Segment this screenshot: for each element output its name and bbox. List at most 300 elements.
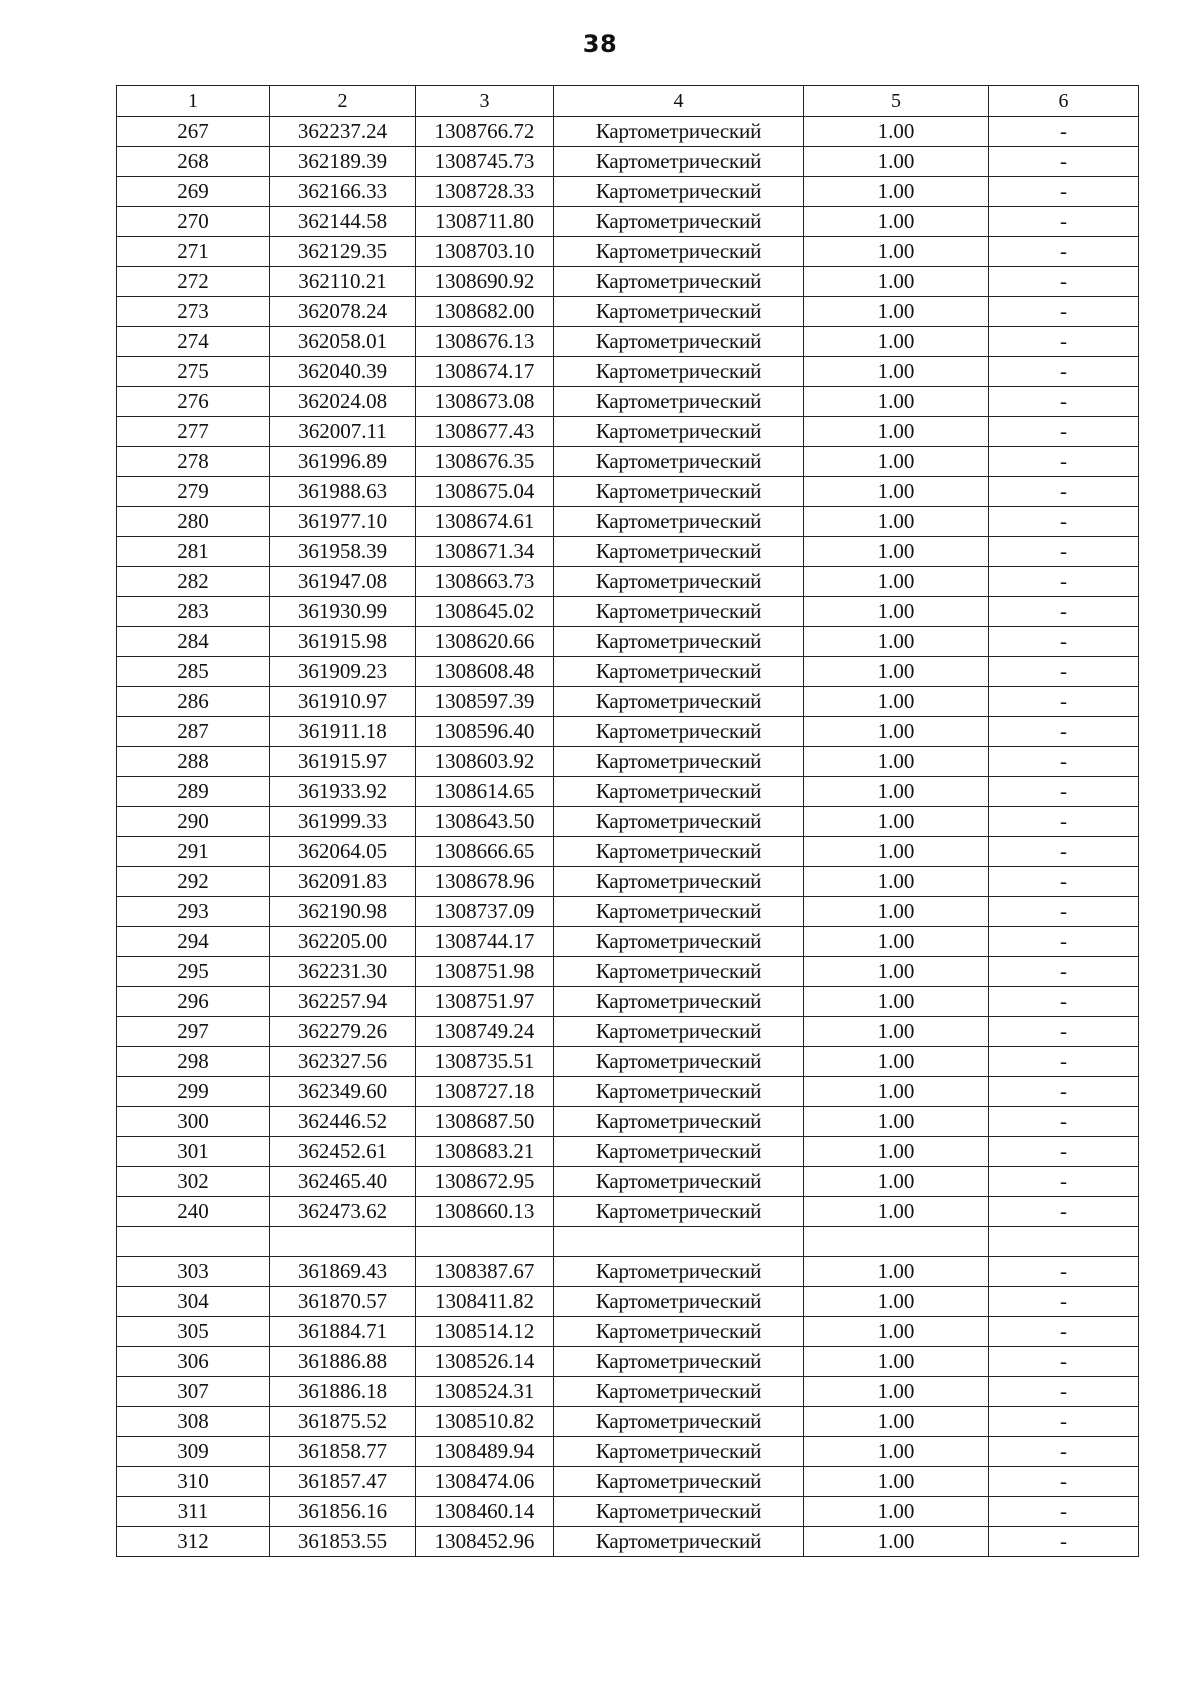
accuracy-cell: 1.00	[804, 627, 989, 657]
method-cell: Картометрический	[554, 387, 804, 417]
method-cell: Картометрический	[554, 177, 804, 207]
accuracy-cell: 1.00	[804, 447, 989, 477]
method-cell: Картометрический	[554, 897, 804, 927]
table-row	[117, 717, 1139, 747]
point-number-cell: 292	[117, 867, 270, 897]
table-row	[117, 747, 1139, 777]
x-coordinate-cell: 362446.52	[270, 1107, 416, 1137]
accuracy-cell: 1.00	[804, 567, 989, 597]
y-coordinate-cell: 1308645.02	[416, 597, 554, 627]
table-row	[117, 1497, 1139, 1527]
method-cell: Картометрический	[554, 957, 804, 987]
description-cell: -	[989, 1197, 1139, 1227]
x-coordinate-cell: 362040.39	[270, 357, 416, 387]
point-number-cell: 301	[117, 1137, 270, 1167]
y-coordinate-cell: 1308524.31	[416, 1377, 554, 1407]
y-coordinate-cell: 1308687.50	[416, 1107, 554, 1137]
point-number-cell: 240	[117, 1197, 270, 1227]
x-coordinate-cell: 361886.88	[270, 1347, 416, 1377]
description-cell: -	[989, 1287, 1139, 1317]
x-coordinate-cell: 362058.01	[270, 327, 416, 357]
method-cell: Картометрический	[554, 687, 804, 717]
method-cell: Картометрический	[554, 1107, 804, 1137]
x-coordinate-cell: 362064.05	[270, 837, 416, 867]
x-coordinate-cell: 361996.89	[270, 447, 416, 477]
y-coordinate-cell: 1308643.50	[416, 807, 554, 837]
method-cell: Картометрический	[554, 357, 804, 387]
point-number-cell	[117, 1227, 270, 1257]
table-row	[117, 1107, 1139, 1137]
method-cell: Картометрический	[554, 1137, 804, 1167]
point-number-cell: 289	[117, 777, 270, 807]
x-coordinate-cell: 361856.16	[270, 1497, 416, 1527]
method-cell: Картометрический	[554, 1167, 804, 1197]
accuracy-cell: 1.00	[804, 417, 989, 447]
y-coordinate-cell: 1308745.73	[416, 147, 554, 177]
table-row	[117, 507, 1139, 537]
column-header: 4	[554, 86, 804, 117]
point-number-cell: 278	[117, 447, 270, 477]
description-cell: -	[989, 837, 1139, 867]
method-cell: Картометрический	[554, 477, 804, 507]
y-coordinate-cell: 1308608.48	[416, 657, 554, 687]
description-cell: -	[989, 567, 1139, 597]
description-cell: -	[989, 1137, 1139, 1167]
point-number-cell: 310	[117, 1467, 270, 1497]
y-coordinate-cell	[416, 1227, 554, 1257]
y-coordinate-cell: 1308690.92	[416, 267, 554, 297]
point-number-cell: 298	[117, 1047, 270, 1077]
table-row	[117, 147, 1139, 177]
method-cell: Картометрический	[554, 747, 804, 777]
accuracy-cell: 1.00	[804, 687, 989, 717]
table-row	[117, 1377, 1139, 1407]
table-row	[117, 357, 1139, 387]
description-cell: -	[989, 1377, 1139, 1407]
method-cell: Картометрический	[554, 927, 804, 957]
table-row	[117, 897, 1139, 927]
y-coordinate-cell: 1308676.13	[416, 327, 554, 357]
y-coordinate-cell: 1308452.96	[416, 1527, 554, 1557]
description-cell: -	[989, 297, 1139, 327]
description-cell	[989, 1227, 1139, 1257]
point-number-cell: 295	[117, 957, 270, 987]
point-number-cell: 312	[117, 1527, 270, 1557]
table-row	[117, 597, 1139, 627]
x-coordinate-cell: 361869.43	[270, 1257, 416, 1287]
x-coordinate-cell: 362078.24	[270, 297, 416, 327]
y-coordinate-cell: 1308737.09	[416, 897, 554, 927]
y-coordinate-cell: 1308674.17	[416, 357, 554, 387]
description-cell: -	[989, 657, 1139, 687]
point-number-cell: 269	[117, 177, 270, 207]
table-row	[117, 267, 1139, 297]
method-cell: Картометрический	[554, 837, 804, 867]
y-coordinate-cell: 1308666.65	[416, 837, 554, 867]
accuracy-cell: 1.00	[804, 327, 989, 357]
y-coordinate-cell: 1308744.17	[416, 927, 554, 957]
x-coordinate-cell: 361884.71	[270, 1317, 416, 1347]
y-coordinate-cell: 1308660.13	[416, 1197, 554, 1227]
description-cell: -	[989, 987, 1139, 1017]
table-row	[117, 117, 1139, 147]
description-cell: -	[989, 1347, 1139, 1377]
method-cell	[554, 1227, 804, 1257]
method-cell: Картометрический	[554, 1497, 804, 1527]
y-coordinate-cell: 1308735.51	[416, 1047, 554, 1077]
x-coordinate-cell: 362473.62	[270, 1197, 416, 1227]
y-coordinate-cell: 1308683.21	[416, 1137, 554, 1167]
accuracy-cell: 1.00	[804, 117, 989, 147]
y-coordinate-cell: 1308703.10	[416, 237, 554, 267]
table-row	[117, 867, 1139, 897]
accuracy-cell: 1.00	[804, 1287, 989, 1317]
method-cell: Картометрический	[554, 1287, 804, 1317]
description-cell: -	[989, 417, 1139, 447]
point-number-cell: 286	[117, 687, 270, 717]
x-coordinate-cell: 362166.33	[270, 177, 416, 207]
description-cell: -	[989, 807, 1139, 837]
x-coordinate-cell: 362007.11	[270, 417, 416, 447]
method-cell: Картометрический	[554, 1377, 804, 1407]
method-cell: Картометрический	[554, 1347, 804, 1377]
point-number-cell: 294	[117, 927, 270, 957]
table-row	[117, 1527, 1139, 1557]
x-coordinate-cell: 361930.99	[270, 597, 416, 627]
table-row	[117, 537, 1139, 567]
point-number-cell: 279	[117, 477, 270, 507]
table-row	[117, 447, 1139, 477]
y-coordinate-cell: 1308728.33	[416, 177, 554, 207]
y-coordinate-cell: 1308510.82	[416, 1407, 554, 1437]
point-number-cell: 302	[117, 1167, 270, 1197]
method-cell: Картометрический	[554, 117, 804, 147]
table-row	[117, 297, 1139, 327]
x-coordinate-cell: 361947.08	[270, 567, 416, 597]
x-coordinate-cell: 361886.18	[270, 1377, 416, 1407]
y-coordinate-cell: 1308603.92	[416, 747, 554, 777]
method-cell: Картометрический	[554, 717, 804, 747]
x-coordinate-cell: 361910.97	[270, 687, 416, 717]
point-number-cell: 268	[117, 147, 270, 177]
table-row	[117, 1317, 1139, 1347]
point-number-cell: 299	[117, 1077, 270, 1107]
method-cell: Картометрический	[554, 657, 804, 687]
y-coordinate-cell: 1308671.34	[416, 537, 554, 567]
x-coordinate-cell: 361857.47	[270, 1467, 416, 1497]
page-number: 38	[582, 30, 618, 58]
accuracy-cell	[804, 1227, 989, 1257]
x-coordinate-cell: 362257.94	[270, 987, 416, 1017]
x-coordinate-cell: 361958.39	[270, 537, 416, 567]
description-cell: -	[989, 357, 1139, 387]
method-cell: Картометрический	[554, 447, 804, 477]
table-row	[117, 207, 1139, 237]
x-coordinate-cell: 362465.40	[270, 1167, 416, 1197]
description-cell: -	[989, 1107, 1139, 1137]
y-coordinate-cell: 1308673.08	[416, 387, 554, 417]
point-number-cell: 293	[117, 897, 270, 927]
table-row	[117, 1047, 1139, 1077]
accuracy-cell: 1.00	[804, 1527, 989, 1557]
x-coordinate-cell: 361988.63	[270, 477, 416, 507]
description-cell: -	[989, 267, 1139, 297]
description-cell: -	[989, 717, 1139, 747]
description-cell: -	[989, 237, 1139, 267]
table-row	[117, 657, 1139, 687]
y-coordinate-cell: 1308614.65	[416, 777, 554, 807]
point-number-cell: 309	[117, 1437, 270, 1467]
x-coordinate-cell: 361915.98	[270, 627, 416, 657]
accuracy-cell: 1.00	[804, 1197, 989, 1227]
y-coordinate-cell: 1308474.06	[416, 1467, 554, 1497]
table-row	[117, 927, 1139, 957]
table-row	[117, 237, 1139, 267]
x-coordinate-cell: 362237.24	[270, 117, 416, 147]
x-coordinate-cell: 362189.39	[270, 147, 416, 177]
table-row	[117, 1017, 1139, 1047]
accuracy-cell: 1.00	[804, 267, 989, 297]
accuracy-cell: 1.00	[804, 1137, 989, 1167]
accuracy-cell: 1.00	[804, 747, 989, 777]
description-cell: -	[989, 327, 1139, 357]
description-cell: -	[989, 897, 1139, 927]
table-row	[117, 1137, 1139, 1167]
description-cell: -	[989, 927, 1139, 957]
point-number-cell: 277	[117, 417, 270, 447]
accuracy-cell: 1.00	[804, 1257, 989, 1287]
table-row	[117, 1437, 1139, 1467]
x-coordinate-cell: 362452.61	[270, 1137, 416, 1167]
column-header: 3	[416, 86, 554, 117]
x-coordinate-cell: 362327.56	[270, 1047, 416, 1077]
method-cell: Картометрический	[554, 537, 804, 567]
table-body	[117, 117, 1139, 1557]
table-row	[117, 177, 1139, 207]
accuracy-cell: 1.00	[804, 957, 989, 987]
table-row	[117, 1227, 1139, 1257]
point-number-cell: 305	[117, 1317, 270, 1347]
table-row	[117, 837, 1139, 867]
accuracy-cell: 1.00	[804, 597, 989, 627]
table-row	[117, 1467, 1139, 1497]
x-coordinate-cell: 361977.10	[270, 507, 416, 537]
description-cell: -	[989, 867, 1139, 897]
description-cell: -	[989, 687, 1139, 717]
column-header: 2	[270, 86, 416, 117]
column-header: 1	[117, 86, 270, 117]
y-coordinate-cell: 1308672.95	[416, 1167, 554, 1197]
y-coordinate-cell: 1308749.24	[416, 1017, 554, 1047]
y-coordinate-cell: 1308597.39	[416, 687, 554, 717]
point-number-cell: 308	[117, 1407, 270, 1437]
x-coordinate-cell: 362190.98	[270, 897, 416, 927]
x-coordinate-cell: 362110.21	[270, 267, 416, 297]
accuracy-cell: 1.00	[804, 837, 989, 867]
accuracy-cell: 1.00	[804, 927, 989, 957]
description-cell: -	[989, 1077, 1139, 1107]
method-cell: Картометрический	[554, 1257, 804, 1287]
method-cell: Картометрический	[554, 777, 804, 807]
method-cell: Картометрический	[554, 1077, 804, 1107]
table-row	[117, 987, 1139, 1017]
accuracy-cell: 1.00	[804, 387, 989, 417]
description-cell: -	[989, 1317, 1139, 1347]
method-cell: Картометрический	[554, 867, 804, 897]
point-number-cell: 307	[117, 1377, 270, 1407]
point-number-cell: 297	[117, 1017, 270, 1047]
method-cell: Картометрический	[554, 1467, 804, 1497]
x-coordinate-cell: 361858.77	[270, 1437, 416, 1467]
point-number-cell: 276	[117, 387, 270, 417]
description-cell: -	[989, 777, 1139, 807]
accuracy-cell: 1.00	[804, 897, 989, 927]
method-cell: Картометрический	[554, 627, 804, 657]
y-coordinate-cell: 1308727.18	[416, 1077, 554, 1107]
description-cell: -	[989, 1437, 1139, 1467]
method-cell: Картометрический	[554, 567, 804, 597]
accuracy-cell: 1.00	[804, 1077, 989, 1107]
y-coordinate-cell: 1308711.80	[416, 207, 554, 237]
y-coordinate-cell: 1308677.43	[416, 417, 554, 447]
point-number-cell: 285	[117, 657, 270, 687]
accuracy-cell: 1.00	[804, 657, 989, 687]
point-number-cell: 274	[117, 327, 270, 357]
accuracy-cell: 1.00	[804, 867, 989, 897]
method-cell: Картометрический	[554, 207, 804, 237]
x-coordinate-cell: 362129.35	[270, 237, 416, 267]
accuracy-cell: 1.00	[804, 987, 989, 1017]
table-row	[117, 807, 1139, 837]
point-number-cell: 288	[117, 747, 270, 777]
column-header: 5	[804, 86, 989, 117]
point-number-cell: 287	[117, 717, 270, 747]
accuracy-cell: 1.00	[804, 177, 989, 207]
method-cell: Картометрический	[554, 987, 804, 1017]
description-cell: -	[989, 507, 1139, 537]
table-row	[117, 1407, 1139, 1437]
x-coordinate-cell: 362205.00	[270, 927, 416, 957]
x-coordinate-cell: 361853.55	[270, 1527, 416, 1557]
method-cell: Картометрический	[554, 417, 804, 447]
table-header	[117, 86, 1139, 117]
accuracy-cell: 1.00	[804, 537, 989, 567]
accuracy-cell: 1.00	[804, 807, 989, 837]
y-coordinate-cell: 1308674.61	[416, 507, 554, 537]
accuracy-cell: 1.00	[804, 207, 989, 237]
y-coordinate-cell: 1308678.96	[416, 867, 554, 897]
description-cell: -	[989, 537, 1139, 567]
accuracy-cell: 1.00	[804, 1497, 989, 1527]
x-coordinate-cell: 362279.26	[270, 1017, 416, 1047]
point-number-cell: 273	[117, 297, 270, 327]
accuracy-cell: 1.00	[804, 1167, 989, 1197]
method-cell: Картометрический	[554, 147, 804, 177]
accuracy-cell: 1.00	[804, 1347, 989, 1377]
description-cell: -	[989, 597, 1139, 627]
y-coordinate-cell: 1308682.00	[416, 297, 554, 327]
description-cell: -	[989, 207, 1139, 237]
description-cell: -	[989, 957, 1139, 987]
point-number-cell: 291	[117, 837, 270, 867]
y-coordinate-cell: 1308675.04	[416, 477, 554, 507]
accuracy-cell: 1.00	[804, 1467, 989, 1497]
y-coordinate-cell: 1308387.67	[416, 1257, 554, 1287]
table-row	[117, 627, 1139, 657]
accuracy-cell: 1.00	[804, 1047, 989, 1077]
coordinates-table	[116, 85, 1139, 1557]
description-cell: -	[989, 1047, 1139, 1077]
table-row	[117, 417, 1139, 447]
x-coordinate-cell: 361999.33	[270, 807, 416, 837]
description-cell: -	[989, 477, 1139, 507]
table-row	[117, 1257, 1139, 1287]
method-cell: Картометрический	[554, 507, 804, 537]
method-cell: Картометрический	[554, 807, 804, 837]
method-cell: Картометрический	[554, 1527, 804, 1557]
point-number-cell: 284	[117, 627, 270, 657]
x-coordinate-cell: 361870.57	[270, 1287, 416, 1317]
x-coordinate-cell: 362091.83	[270, 867, 416, 897]
table-row	[117, 1077, 1139, 1107]
method-cell: Картометрический	[554, 267, 804, 297]
point-number-cell: 282	[117, 567, 270, 597]
y-coordinate-cell: 1308526.14	[416, 1347, 554, 1377]
y-coordinate-cell: 1308620.66	[416, 627, 554, 657]
accuracy-cell: 1.00	[804, 1377, 989, 1407]
y-coordinate-cell: 1308676.35	[416, 447, 554, 477]
table-row	[117, 567, 1139, 597]
accuracy-cell: 1.00	[804, 777, 989, 807]
description-cell: -	[989, 747, 1139, 777]
accuracy-cell: 1.00	[804, 1437, 989, 1467]
description-cell: -	[989, 1527, 1139, 1557]
x-coordinate-cell	[270, 1227, 416, 1257]
point-number-cell: 290	[117, 807, 270, 837]
accuracy-cell: 1.00	[804, 1407, 989, 1437]
point-number-cell: 271	[117, 237, 270, 267]
y-coordinate-cell: 1308766.72	[416, 117, 554, 147]
point-number-cell: 306	[117, 1347, 270, 1377]
table-row	[117, 957, 1139, 987]
method-cell: Картометрический	[554, 597, 804, 627]
x-coordinate-cell: 362231.30	[270, 957, 416, 987]
y-coordinate-cell: 1308514.12	[416, 1317, 554, 1347]
accuracy-cell: 1.00	[804, 507, 989, 537]
point-number-cell: 303	[117, 1257, 270, 1287]
point-number-cell: 281	[117, 537, 270, 567]
accuracy-cell: 1.00	[804, 1107, 989, 1137]
y-coordinate-cell: 1308751.97	[416, 987, 554, 1017]
table-row	[117, 1287, 1139, 1317]
y-coordinate-cell: 1308460.14	[416, 1497, 554, 1527]
point-number-cell: 272	[117, 267, 270, 297]
y-coordinate-cell: 1308596.40	[416, 717, 554, 747]
method-cell: Картометрический	[554, 1317, 804, 1347]
x-coordinate-cell: 361915.97	[270, 747, 416, 777]
y-coordinate-cell: 1308411.82	[416, 1287, 554, 1317]
description-cell: -	[989, 627, 1139, 657]
accuracy-cell: 1.00	[804, 237, 989, 267]
x-coordinate-cell: 362144.58	[270, 207, 416, 237]
description-cell: -	[989, 147, 1139, 177]
accuracy-cell: 1.00	[804, 297, 989, 327]
x-coordinate-cell: 361875.52	[270, 1407, 416, 1437]
point-number-cell: 296	[117, 987, 270, 1017]
x-coordinate-cell: 361933.92	[270, 777, 416, 807]
column-header: 6	[989, 86, 1139, 117]
method-cell: Картометрический	[554, 327, 804, 357]
